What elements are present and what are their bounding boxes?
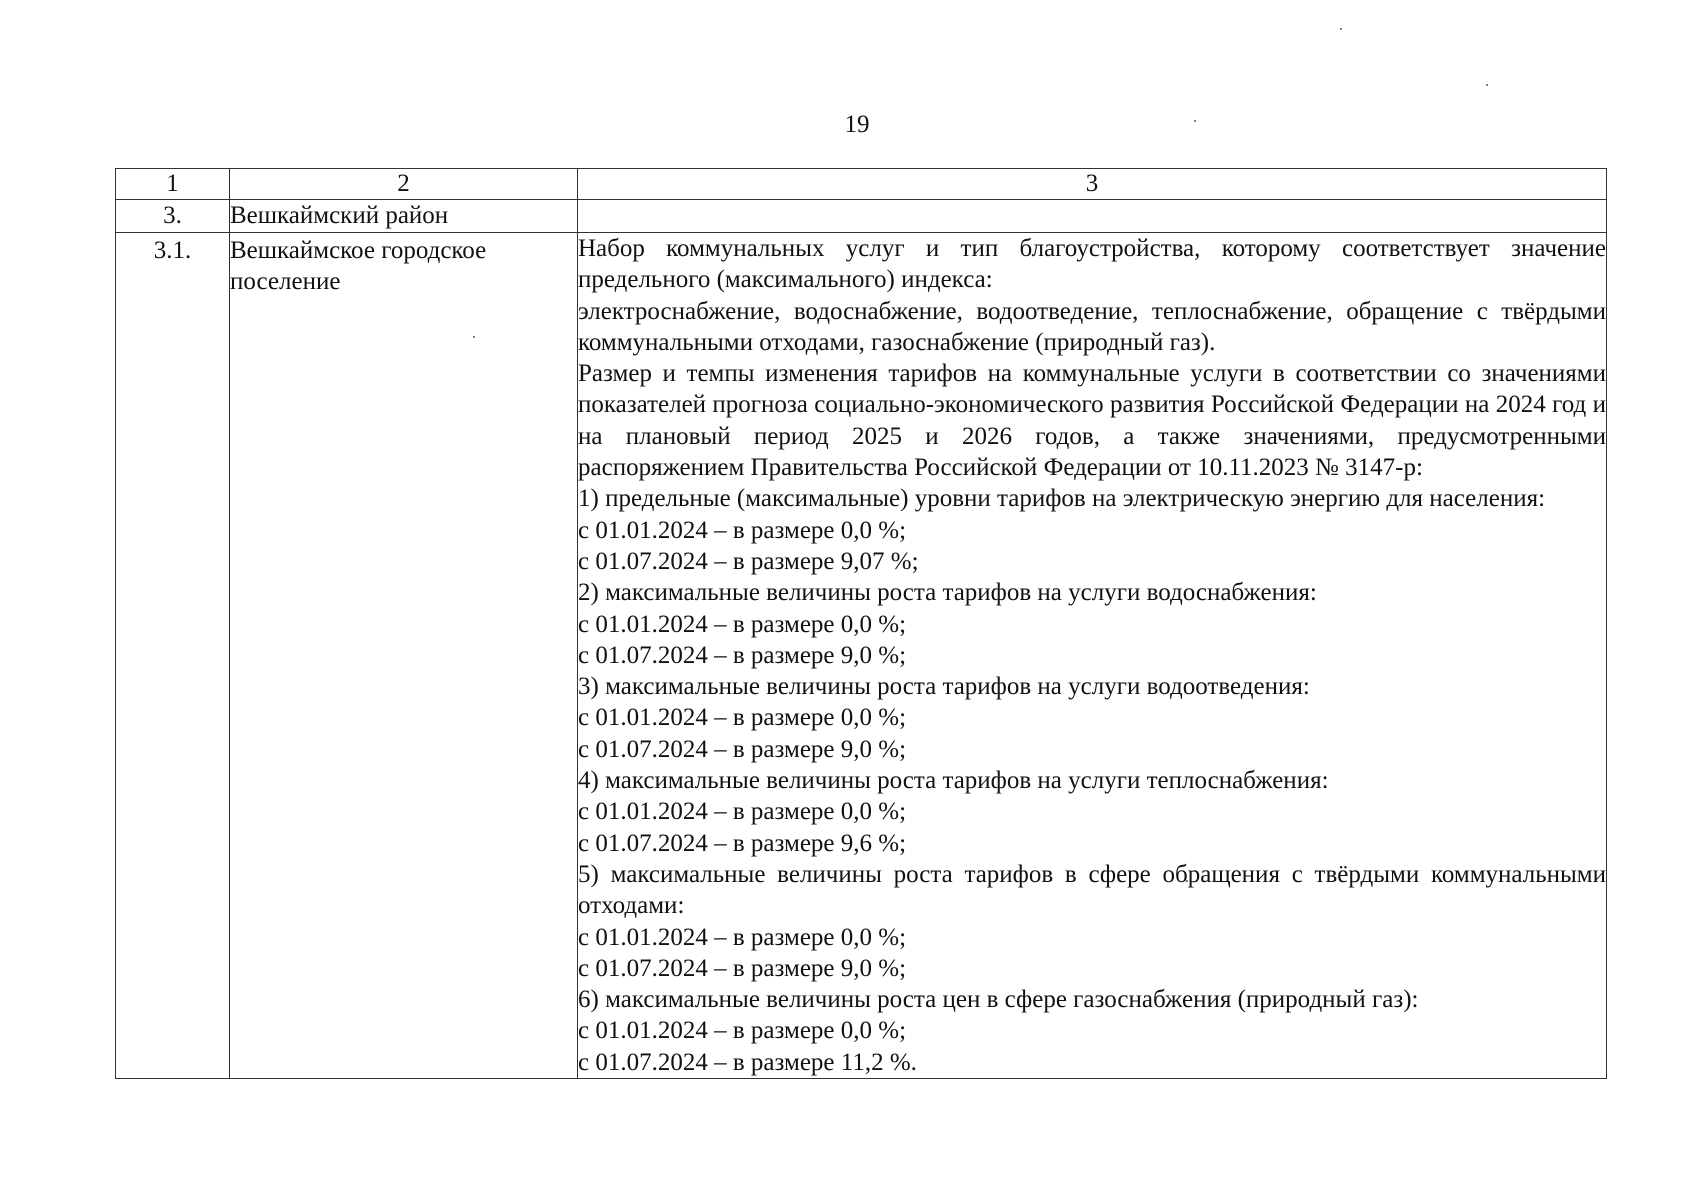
settlement-number: 3.1. — [116, 233, 230, 1079]
table-row — [116, 200, 1607, 233]
tariff-table — [115, 168, 1607, 1079]
header-col-3: 3 — [578, 169, 1607, 200]
basis-paragraph: Размер и темпы изменения тарифов на коммунальные услуги в соответствии со значениями показателей прогноза социально-экономического развития Российской Федерации на 2024 год и на плановый период 2025 и 2026 годов, а также значениями, предусмотренными распоряжением Правительства Российской Федерации от 10.11.2023 № 3147-р: — [578, 360, 1606, 482]
item-title: 3) максимальные величины роста тарифов на услуги водоотведения: — [578, 673, 1310, 701]
settlement-name: Вешкаймское городское поселение — [230, 233, 578, 1079]
item-rate: с 01.01.2024 – в размере 0,0 %; — [578, 923, 907, 951]
item-rate: с 01.07.2024 – в размере 9,0 %; — [578, 954, 907, 982]
item-rate: с 01.01.2024 – в размере 0,0 %; — [578, 1017, 907, 1045]
item-title: 5) максимальные величины роста тарифов в сфере обращения с твёрдыми коммунальными отходами: — [578, 860, 1606, 920]
item-rate: с 01.07.2024 – в размере 9,07 %; — [578, 547, 919, 575]
services-paragraph: электроснабжение, водоснабжение, водоотведение, теплоснабжение, обращение с твёрдыми коммунальными отходами, газоснабжение (природный газ). — [578, 297, 1606, 356]
intro-paragraph: Набор коммунальных услуг и тип благоустройства, которому соответствует значение предельного (максимального) индекса: — [578, 235, 1606, 294]
item-rate: с 01.07.2024 – в размере 11,2 %. — [578, 1048, 917, 1076]
item-rate: с 01.01.2024 – в размере 0,0 %; — [578, 610, 907, 638]
item-rate: с 01.07.2024 – в размере 9,0 %; — [578, 735, 907, 763]
item-rate: с 01.07.2024 – в размере 9,6 %; — [578, 829, 907, 857]
item-rate: с 01.01.2024 – в размере 0,0 %; — [578, 704, 907, 732]
header-col-2: 2 — [230, 169, 578, 200]
page-number: 19 — [844, 111, 870, 138]
scan-speck — [1340, 28, 1342, 30]
scan-speck — [1194, 120, 1196, 122]
item-title: 4) максимальные величины роста тарифов на услуги теплоснабжения: — [578, 767, 1329, 795]
region-empty-cell — [578, 200, 1607, 233]
item-title: 6) максимальные величины роста цен в сфере газоснабжения (природный газ): — [578, 986, 1419, 1014]
table-header-row — [116, 169, 1607, 200]
item-title: 2) максимальные величины роста тарифов на услуги водоснабжения: — [578, 579, 1317, 607]
header-col-1: 1 — [116, 169, 230, 200]
tariff-description — [578, 233, 1607, 1079]
item-rate: с 01.01.2024 – в размере 0,0 %; — [578, 798, 907, 826]
region-name: Вешкаймский район — [230, 200, 578, 233]
item-rate: с 01.07.2024 – в размере 9,0 %; — [578, 641, 907, 669]
item-title: 1) предельные (максимальные) уровни тарифов на электрическую энергию для населения: — [578, 485, 1546, 513]
region-number: 3. — [116, 200, 230, 233]
scan-speck — [1486, 84, 1488, 86]
item-rate: с 01.01.2024 – в размере 0,0 %; — [578, 516, 907, 544]
table-row — [116, 233, 1607, 1079]
